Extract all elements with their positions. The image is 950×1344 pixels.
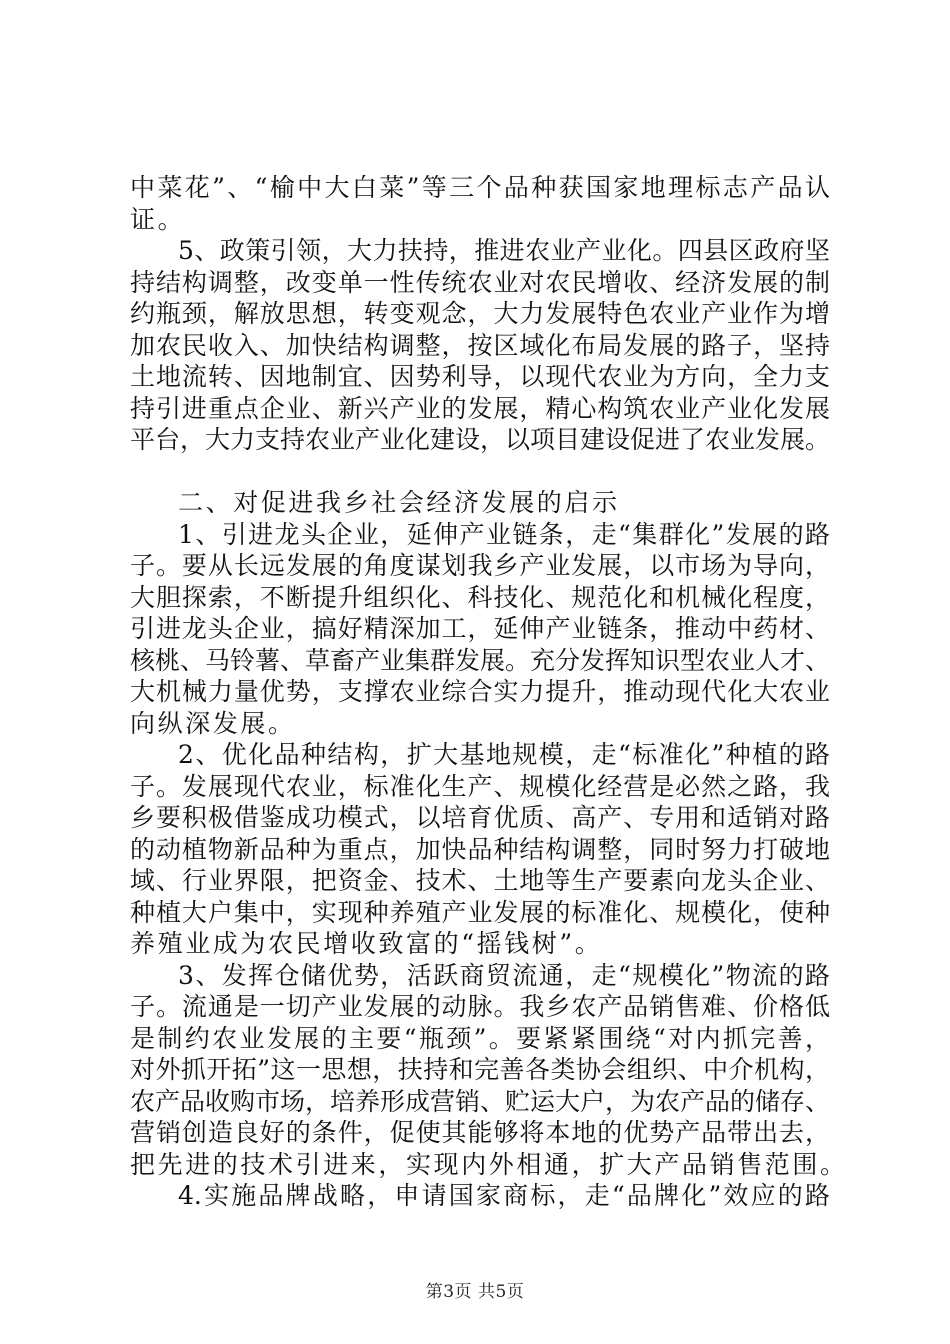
- text-line: 子。发展现代农业，标准化生产、规模化经营是必然之路，我: [130, 771, 830, 801]
- page-footer: 第3页 共5页: [425, 1282, 525, 1302]
- text-line: 域、行业界限，把资金、技术、土地等生产要素向龙头企业、: [130, 866, 830, 895]
- text-line: 4.实施品牌战略，申请国家商标，走“品牌化”效应的路: [178, 1181, 830, 1210]
- text-line: 二、对促进我乡社会经济发展的启示: [178, 488, 620, 517]
- text-line: 约瓶颈，解放思想，转变观念，大力发展特色农业产业作为增: [130, 299, 830, 328]
- text-line: 持结构调整，改变单一性传统农业对农民增收、经济发展的制: [130, 267, 830, 297]
- text-line: 向纵深发展。: [130, 708, 296, 738]
- text-line: 的动植物新品种为重点，加快品种结构调整，同时努力打破地: [130, 834, 830, 864]
- text-line: 营销创造良好的条件，促使其能够将本地的优势产品带出去，: [130, 1118, 830, 1147]
- text-line: 子。要从长远发展的角度谋划我乡产业发展，以市场为导向，: [130, 551, 830, 580]
- text-line: 农产品收购市场，培养形成营销、贮运大户，为农产品的储存、: [130, 1086, 831, 1116]
- text-line: 土地流转、因地制宜、因势利导，以现代农业为方向，全力支: [130, 362, 830, 391]
- text-line: 加农民收入、加快结构调整，按区域化布局发展的路子，坚持: [130, 330, 830, 360]
- text-line: 核桃、马铃薯、草畜产业集群发展。充分发挥知识型农业人才、: [130, 645, 831, 675]
- text-line: 持引进重点企业、新兴产业的发展，精心构筑农业产业化发展: [130, 393, 830, 423]
- text-line: 大胆探索，不断提升组织化、科技化、规范化和机械化程度，: [130, 582, 830, 612]
- text-line: 种植大户集中，实现种养殖产业发展的标准化、规模化，使种: [130, 897, 830, 927]
- text-line: 引进龙头企业，搞好精深加工，延伸产业链条，推动中药材、: [130, 614, 830, 643]
- document-body: [130, 172, 848, 1212]
- text-line: 3、发挥仓储优势，活跃商贸流通，走“规模化”物流的路: [178, 960, 830, 990]
- text-line: 2、优化品种结构，扩大基地规模，走“标准化”种植的路: [178, 740, 830, 769]
- text-line: 子。流通是一切产业发展的动脉。我乡农产品销售难、价格低: [130, 992, 830, 1021]
- text-line: 大机械力量优势，支撑农业综合实力提升，推动现代化大农业: [130, 677, 830, 706]
- text-line: 乡要积极借鉴成功模式，以培育优质、高产、专用和适销对路: [130, 803, 830, 832]
- paragraph-gap: [130, 456, 830, 488]
- text-line: 对外抓开拓”这一思想，扶持和完善各类协会组织、中介机构，: [130, 1055, 830, 1084]
- text-line: 把先进的技术引进来，实现内外相通，扩大产品销售范围。: [130, 1149, 848, 1179]
- text-line: 1、引进龙头企业，延伸产业链条，走“集群化”发展的路: [178, 519, 830, 549]
- text-line: 5、政策引领，大力扶持，推进农业产业化。四县区政府坚: [178, 236, 830, 265]
- text-line: 证。: [130, 204, 186, 234]
- text-line: 是制约农业发展的主要“瓶颈”。要紧紧围绕“对内抓完善，: [130, 1023, 830, 1053]
- text-line: 平台，大力支持农业产业化建设，以项目建设促进了农业发展。: [130, 425, 831, 454]
- text-line: 中菜花”、“榆中大白菜”等三个品种获国家地理标志产品认: [130, 173, 830, 202]
- text-line: 养殖业成为农民增收致富的“摇钱树”。: [130, 929, 603, 958]
